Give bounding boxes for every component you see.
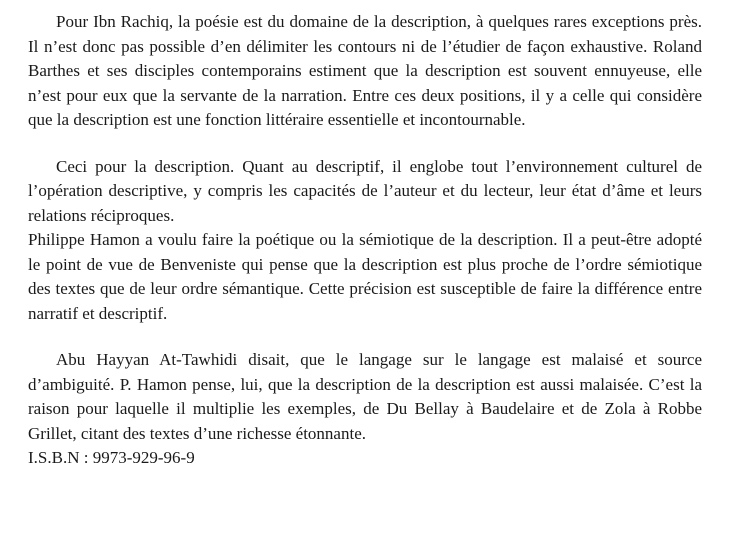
isbn-line: I.S.B.N : 9973-929-96-9 xyxy=(28,448,195,467)
paragraph-philippe-hamon: Philippe Hamon a voulu faire la poétique ou la sémiotique de la description. Il a peut-être adopté le point de vue de Benveniste qui pense que la description est plus proche de l’ordre sémiotique des textes que de leur ordre sémantique. Cette précision est susceptible de faire la différence entre narratif et descriptif. xyxy=(28,230,702,323)
paragraph-at-tawhidi: Abu Hayyan At-Tawhidi disait, que le langage sur le langage est malaisé et source d’ambiguité. P. Hamon pense, lui, que la description de la description est aussi malaisée. C’est la raison pour laquelle il multiplie les exemples, de Du Bellay à Baudelaire et de Zola à Robbe Grillet, citant des textes d’une richesse étonnante. xyxy=(28,350,702,443)
paragraph-descriptif: Ceci pour la description. Quant au descriptif, il englobe tout l’environnement culturel de l’opération descriptive, y compris les capacités de l’auteur et du lecteur, leur état d’âme et leurs relations réciproques. xyxy=(28,156,702,225)
paragraph-ibn-rachiq: Pour Ibn Rachiq, la poésie est du domaine de la description, à quelques rares exceptions près. Il n’est donc pas possible d’en délimiter les contours ni de l’étudier de façon exhaustive. Roland Barthes et ses disciples contemporains estiment que la description est souvent ennuyeuse, elle n’est pour eux que la servante de la narration. Entre ces deux positions, il y a celle qui considère que la description est une fonction littéraire essentielle et incontournable. xyxy=(28,12,702,129)
document-body xyxy=(28,10,702,471)
